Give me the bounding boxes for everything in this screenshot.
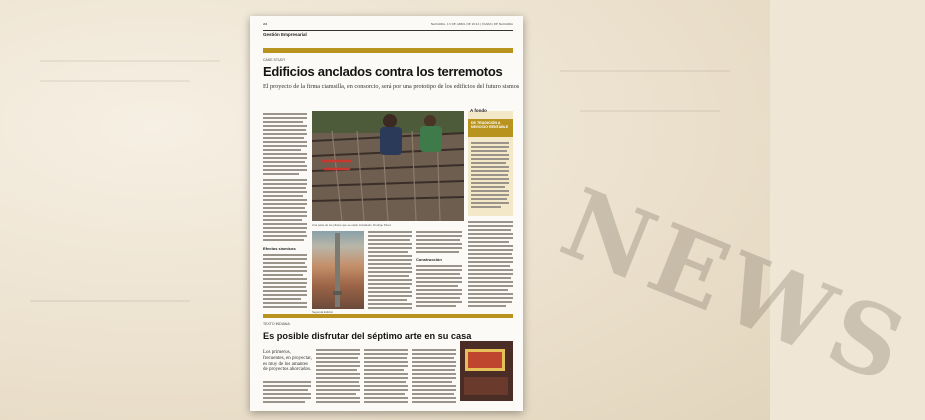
section-gold-bar	[263, 48, 513, 53]
background-rule	[560, 70, 730, 72]
photo-illustration	[312, 111, 464, 221]
divider-gold-bar	[263, 314, 513, 318]
photo-caption: Una parte de los pilotes que se están instalando. Rodrigo Pérez	[312, 223, 392, 227]
photo2-caption: Segunda Edición	[312, 310, 334, 314]
photo3-illustration	[460, 341, 513, 401]
background-rule	[40, 80, 190, 82]
sidebar-box-text: DE TRADICIÓN A NEGOCIO RENTABLE	[471, 121, 509, 129]
page-number: 22	[263, 22, 268, 26]
secondary-photo-pile	[312, 231, 364, 309]
main-photo-workers-steel-cage	[312, 111, 464, 221]
article-subhead: El proyecto de la firma ciamsilla, en consorcio, será por una prototipo de los edificios del futuro sismos	[263, 83, 520, 90]
article-kicker: CASE STUDY	[263, 58, 286, 62]
page-header	[263, 22, 513, 28]
sidebar-title: A fondo	[470, 108, 487, 113]
article2-lead: Los primeros, frecuentes, en proyectar, es muy de los amantes de proyectos ahorcados.	[263, 350, 312, 373]
background-rule	[40, 60, 220, 62]
article2-photo-home-cinema	[460, 341, 513, 401]
section-title: Gestión Empresarial	[263, 32, 307, 37]
background-news-masthead: NEWS	[547, 166, 925, 407]
background-rule	[580, 110, 720, 112]
article-headline: Edificios anclados contra los terremotos	[263, 64, 503, 79]
article2-kicker: TEXTO INDIANA	[263, 322, 290, 326]
page-date: NAVARRA, 13 DE ABRIL DE 2014 | DIARIO DE NAVARRA	[430, 22, 513, 26]
newspaper-page	[250, 16, 523, 411]
header-rule	[263, 30, 513, 31]
background-rule	[30, 300, 190, 302]
subheading-efectos: Efectos sísmicos	[263, 246, 296, 251]
photo2-illustration	[312, 231, 364, 309]
subheading-construccion: Construcción	[416, 257, 442, 262]
article2-headline: Es posible disfrutar del séptimo arte en su casa	[263, 331, 472, 341]
